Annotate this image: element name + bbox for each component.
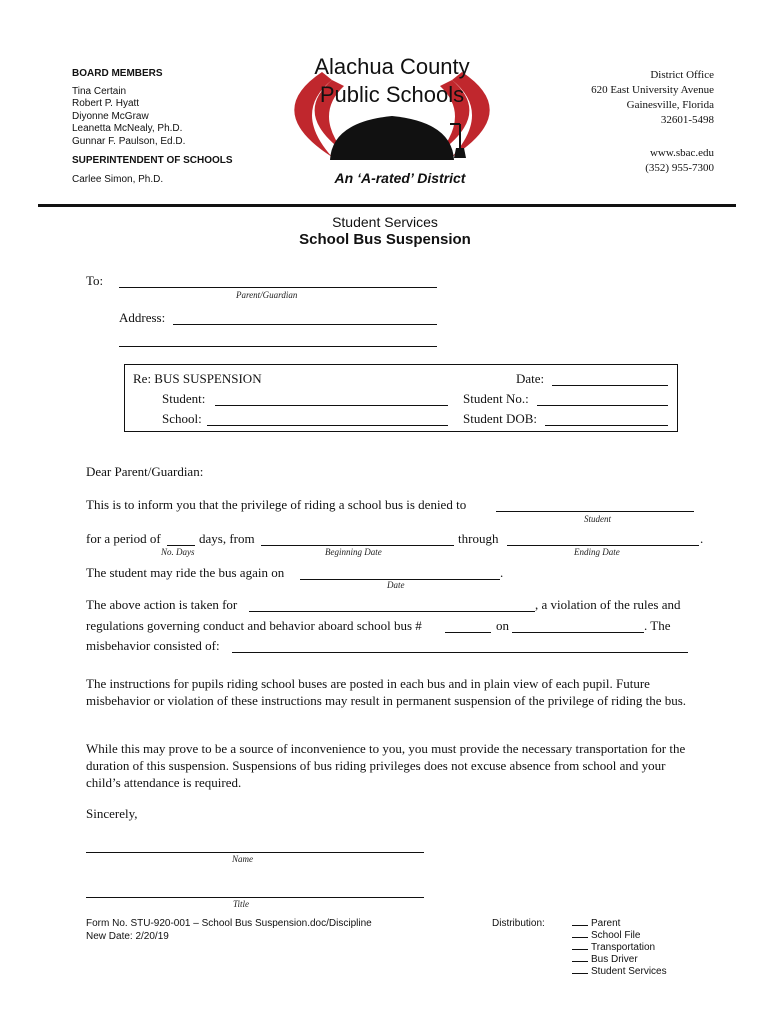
regulations-the: . The — [644, 618, 671, 633]
website-link[interactable]: www.sbac.edu — [649, 147, 714, 159]
superintendent-heading: SUPERINTENDENT OF SCHOOLS — [72, 155, 233, 166]
phone-number: (352) 955-7300 — [645, 162, 714, 174]
beginning-date-field[interactable] — [261, 531, 454, 546]
through-text: through — [458, 531, 499, 546]
parent-guardian-caption: Parent/Guardian — [236, 290, 298, 300]
signature-title-field[interactable] — [86, 883, 424, 898]
school-field[interactable] — [207, 411, 448, 426]
student-dob-label: Student DOB: — [463, 411, 538, 426]
ride-again-end: . — [500, 565, 504, 580]
board-member: Gunnar F. Paulson, Ed.D. — [72, 135, 186, 147]
address-field-line1[interactable] — [173, 310, 437, 325]
office-line: 620 East University Avenue — [591, 84, 714, 96]
school-label: School: — [162, 411, 202, 426]
office-line: 32601-5498 — [660, 114, 714, 126]
form-title: School Bus Suspension — [299, 231, 471, 248]
no-days-field[interactable] — [167, 531, 195, 546]
re-label: Re: BUS SUSPENSION — [133, 371, 262, 386]
action-reason-field[interactable] — [249, 597, 535, 612]
address-label: Address: — [119, 310, 166, 325]
name-caption: Name — [232, 854, 253, 864]
incident-date-field[interactable] — [512, 618, 644, 633]
distribution-item-label: School File — [591, 930, 641, 941]
logo-text-line1: Alachua County — [314, 54, 470, 79]
distribution-list — [572, 918, 667, 978]
regulations-text: regulations governing conduct and behavior aboard school bus # — [86, 618, 422, 633]
distribution-item[interactable] — [572, 930, 667, 942]
inconvenience-paragraph: While this may prove to be a source of inconvenience to you, you must provide the necessary transportation for the duration of this suspension. Suspensions of bus riding privileges does not excuse absence from school and your child’s attendance is required. — [86, 741, 686, 790]
board-member: Robert P. Hyatt — [72, 98, 140, 109]
student-dob-field[interactable] — [545, 411, 668, 426]
date-label: Date: — [516, 371, 545, 386]
period-prefix: for a period of — [86, 531, 161, 546]
distribution-item-label: Student Services — [591, 966, 667, 977]
ending-date-field[interactable] — [507, 531, 699, 546]
board-member: Tina Certain — [72, 85, 127, 97]
student-no-label: Student No.: — [463, 391, 529, 406]
superintendent-name: Carlee Simon, Ph.D. — [72, 174, 164, 185]
misbehavior-label: misbehavior consisted of: — [86, 638, 220, 653]
salutation: Dear Parent/Guardian: — [86, 464, 204, 479]
student-no-field[interactable] — [537, 391, 668, 406]
no-days-caption: No. Days — [161, 547, 195, 557]
beginning-date-caption: Beginning Date — [325, 547, 382, 557]
date-field[interactable] — [552, 371, 668, 386]
logo-tassel — [454, 148, 466, 158]
days-from-text: days, from — [199, 531, 255, 546]
ending-date-caption: Ending Date — [574, 547, 620, 557]
distribution-item[interactable] — [572, 918, 667, 930]
board-member: Diyonne McGraw — [72, 110, 149, 122]
signature-name-field[interactable] — [86, 838, 424, 853]
ride-again-date-field[interactable] — [300, 565, 500, 580]
office-line: Gainesville, Florida — [626, 99, 714, 111]
superintendent-block — [72, 155, 233, 185]
student-field[interactable] — [215, 391, 448, 406]
department-name: Student Services — [332, 214, 438, 230]
to-label: To: — [86, 273, 104, 288]
bus-number-field[interactable] — [445, 618, 491, 633]
form-new-date: New Date: 2/20/19 — [86, 931, 169, 942]
distribution-item[interactable] — [572, 954, 667, 966]
office-line: District Office — [650, 69, 714, 81]
form-number: Form No. STU-920-001 – School Bus Suspension.doc/Discipline — [86, 918, 372, 929]
student-name-field[interactable] — [496, 497, 694, 512]
address-field-line2[interactable] — [119, 332, 437, 347]
distribution-item[interactable] — [572, 942, 667, 954]
date-caption: Date — [387, 580, 405, 590]
denied-text: This is to inform you that the privilege of riding a school bus is denied to — [86, 497, 467, 512]
district-office-block — [591, 68, 714, 176]
action-suffix: , a violation of the rules and — [535, 597, 681, 612]
distribution-item-label: Bus Driver — [591, 954, 638, 965]
ride-again-text: The student may ride the bus again on — [86, 565, 285, 580]
distribution-item-label: Transportation — [591, 942, 656, 953]
logo-cap-dome — [330, 116, 454, 160]
tagline: An ‘A-rated’ District — [334, 170, 466, 186]
distribution-item-label: Parent — [591, 918, 621, 929]
parent-guardian-field[interactable] — [119, 273, 437, 288]
board-members-block — [72, 68, 185, 148]
board-heading: BOARD MEMBERS — [72, 68, 163, 79]
period-end: . — [700, 531, 704, 546]
header-rule — [38, 204, 736, 207]
regulations-on: on — [496, 618, 509, 633]
instructions-paragraph: The instructions for pupils riding school buses are posted in each bus and in plain view of each pupil. Future misbehavior or violation of these instructions may result in permanent suspension of the privilege of riding the bus. — [86, 676, 687, 708]
title-caption: Title — [233, 899, 250, 909]
action-prefix: The above action is taken for — [86, 597, 238, 612]
student-caption: Student — [584, 514, 611, 524]
student-label: Student: — [162, 391, 206, 406]
distribution-label: Distribution: — [492, 918, 545, 929]
misbehavior-field[interactable] — [232, 638, 688, 653]
closing: Sincerely, — [86, 806, 138, 821]
board-member: Leanetta McNealy, Ph.D. — [72, 123, 183, 134]
distribution-item[interactable] — [572, 966, 667, 978]
logo-text-line2: Public Schools — [319, 82, 465, 107]
